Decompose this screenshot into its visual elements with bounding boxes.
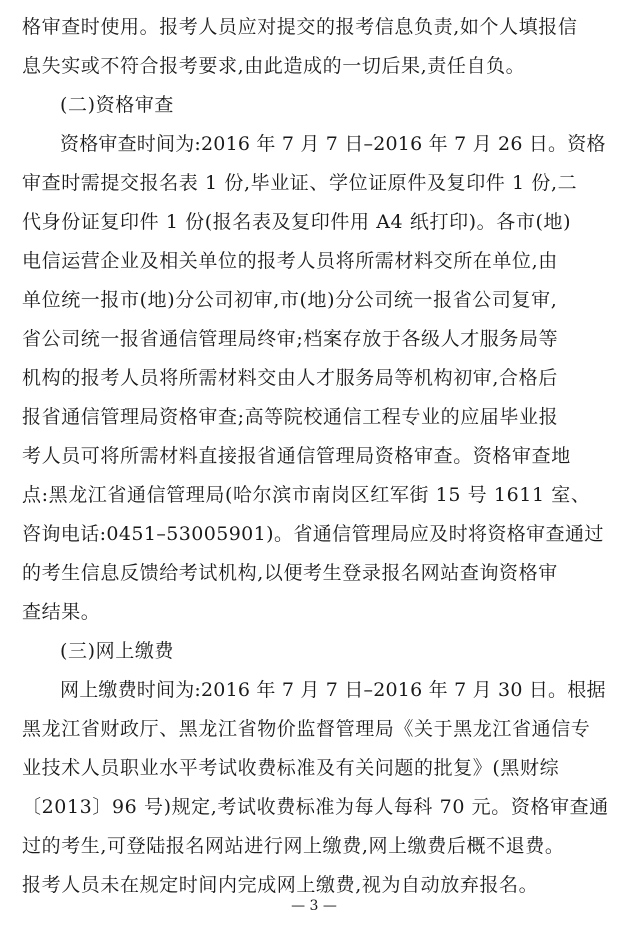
text-line: 咨询电话:0451–53005901)。省通信管理局应及时将资格审查通过: [22, 523, 604, 545]
section-heading: (三)网上缴费: [60, 640, 175, 662]
section-heading: (二)资格审查: [60, 94, 175, 116]
text-line: 机构的报考人员将所需材料交由人才服务局等机构初审,合格后: [22, 367, 558, 389]
text-line: 点:黑龙江省通信管理局(哈尔滨市南岗区红军街 15 号 1611 室、: [22, 484, 591, 506]
text-line: 单位统一报市(地)分公司初审,市(地)分公司统一报省公司复审,: [22, 289, 558, 311]
text-line: 查结果。: [22, 601, 101, 623]
text-line: 网上缴费时间为:2016 年 7 月 7 日–2016 年 7 月 30 日。根据: [60, 679, 606, 701]
text-line: 黑龙江省财政厅、黑龙江省物价监督管理局《关于黑龙江省通信专: [22, 718, 591, 740]
text-line: 省公司统一报省通信管理局终审;档案存放于各级人才服务局等: [22, 328, 559, 350]
text-line: 审查时需提交报名表 1 份,毕业证、学位证原件及复印件 1 份,二: [22, 172, 578, 194]
text-line: 资格审查时间为:2016 年 7 月 7 日–2016 年 7 月 26 日。资格: [60, 133, 606, 155]
text-line: 业技术人员职业水平考试收费标准及有关问题的批复》(黑财综: [22, 757, 560, 779]
text-line: 电信运营企业及相关单位的报考人员将所需材料交所在单位,由: [22, 250, 558, 272]
text-line: 〔2013〕96 号)规定,考试收费标准为每人每科 70 元。资格审查通: [22, 796, 609, 818]
text-line: 代身份证复印件 1 份(报名表及复印件用 A4 纸打印)。各市(地): [22, 211, 572, 233]
document-body: [22, 8, 610, 905]
text-line: 过的考生,可登陆报名网站进行网上缴费,网上缴费后概不退费。: [22, 835, 565, 857]
page-number: — 3 —: [291, 898, 337, 914]
text-line: 报考人员未在规定时间内完成网上缴费,视为自动放弃报名。: [22, 874, 539, 896]
text-line: 息失实或不符合报考要求,由此造成的一切后果,责任自负。: [22, 55, 526, 77]
text-line: 格审查时使用。报考人员应对提交的报考信息负责,如个人填报信: [22, 16, 578, 38]
text-line: 考人员可将所需材料直接报省通信管理局资格审查。资格审查地: [22, 445, 571, 467]
text-line: 报省通信管理局资格审查;高等院校通信工程专业的应届毕业报: [22, 406, 559, 428]
text-line: 的考生信息反馈给考试机构,以便考生登录报名网站查询资格审: [22, 562, 558, 584]
